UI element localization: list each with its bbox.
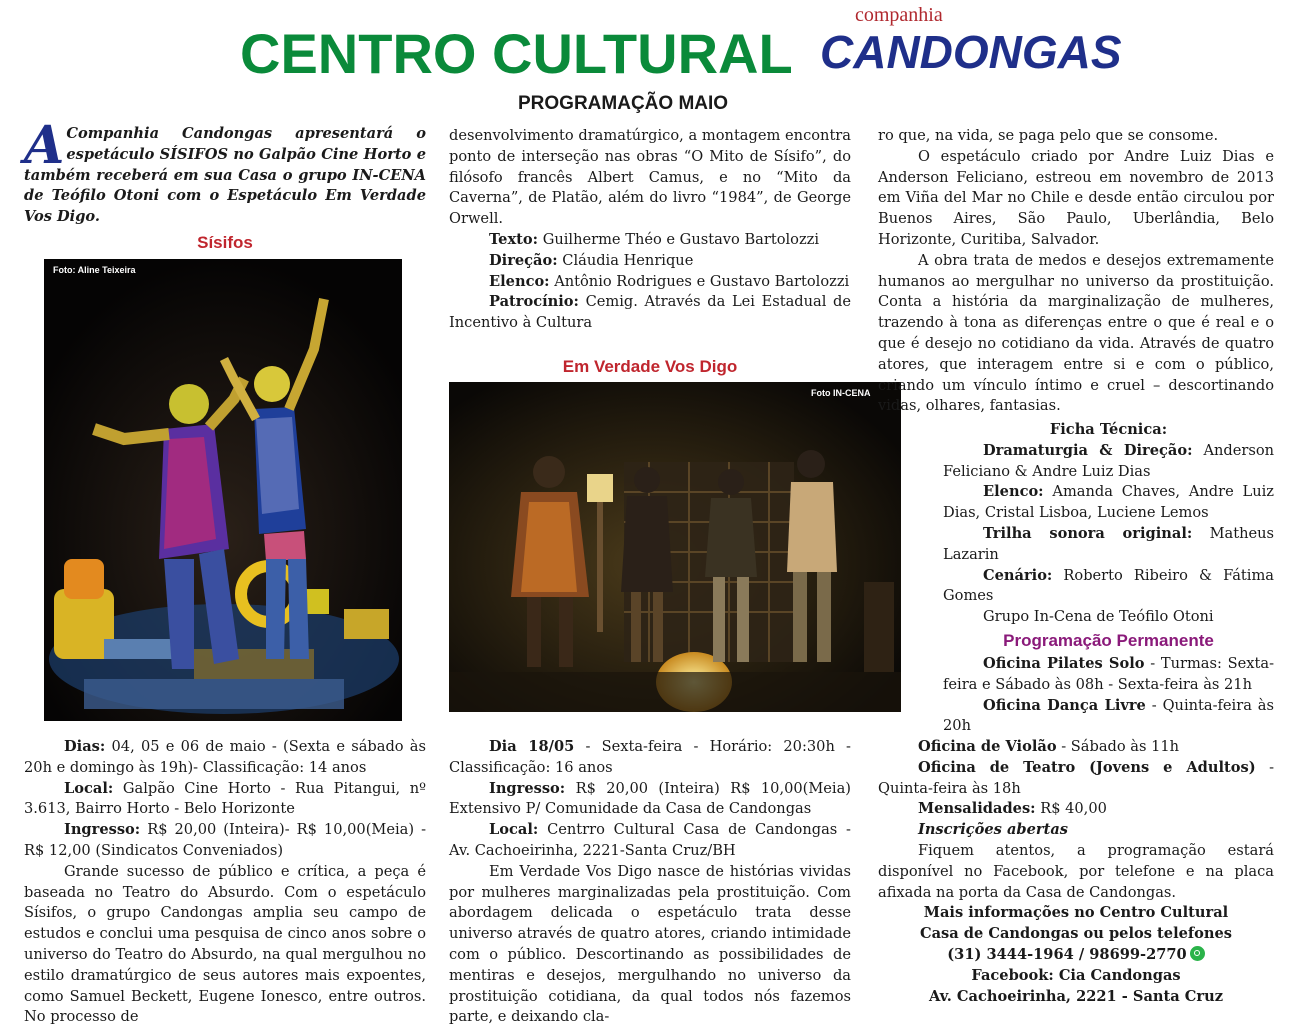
column-3-top bbox=[878, 126, 1274, 417]
logo-companhia-label: companhia bbox=[855, 4, 943, 26]
dramaturgia-text: Anderson Feliciano & Andre Luiz Dias bbox=[943, 441, 1275, 480]
elenco-line bbox=[449, 272, 851, 293]
logo-wordmark: CANDONGAS bbox=[820, 26, 1122, 78]
lead-text: Companhia Candongas apresentará o espetáculo SÍSIFOS no Galpão Cine Horto e também receberá em sua Casa o grupo IN-CENA de Teófilo Otoni com o Espetáculo Em Verdade Vos Digo. bbox=[24, 125, 426, 226]
trilha-label: Trilha sonora original: bbox=[983, 524, 1193, 542]
phones-line bbox=[878, 945, 1274, 966]
mensalidades-label: Mensalidades: bbox=[918, 800, 1036, 818]
inscricoes-line bbox=[878, 820, 1274, 841]
sisifos-photo-illustration bbox=[44, 259, 402, 721]
direcao-label: Direção: bbox=[489, 251, 558, 269]
pilates-line bbox=[943, 654, 1274, 696]
photo-credit-sisifos: Foto: Aline Teixeira bbox=[53, 265, 136, 275]
elenco-label: Elenco: bbox=[489, 272, 550, 290]
ingresso-line bbox=[449, 779, 851, 821]
dias-text: 04, 05 e 06 de maio - (Sexta e sábado às 20h e domingo às 19h)- Classificação: 14 anos bbox=[24, 738, 426, 776]
patrocinio-label: Patrocínio: bbox=[489, 293, 579, 311]
teatro-label: Oficina de Teatro (Jovens e Adultos) bbox=[918, 758, 1256, 776]
oficinas-bottom bbox=[878, 737, 1274, 1007]
paragraph-3: A obra trata de medos e desejos extremamente humanos ao mergulhar no universo da prostituição. Conta a história da marginalização de mulheres, trazendo à tona as diferenças entre o que é real e o que é desejo no cotidiano da vida. Através de quatro atores, que interagem entre si e com o público, criando um vínculo íntimo e cruel – descortinando vidas, olhares, fantasias. bbox=[878, 251, 1274, 415]
section-title-sisifos: Sísifos bbox=[197, 233, 253, 252]
paragraph-1: ro que, na vida, se paga pelo que se consome. bbox=[878, 127, 1219, 144]
local-text: Centrro Cultural Casa de Candongas - Av. Cachoeirinha, 2221-Santa Cruz/BH bbox=[449, 821, 851, 859]
phones-text: (31) 3444-1964 / 98699-2770 bbox=[947, 945, 1187, 963]
local-text: Galpão Cine Horto - Rua Pitangui, nº 3.613, Bairro Horto - Belo Horizonte bbox=[24, 779, 427, 818]
ingresso-text: R$ 20,00 (Inteira) R$ 10,00(Meia) Extensivo P/ Comunidade da Casa de Candongas bbox=[449, 779, 851, 818]
body-paragraph: desenvolvimento dramatúrgico, a montagem encontra ponto de interseção nas obras “O Mito de Sísifo”, do filósofo francês Albert Camus, e no “Mito da Caverna”, de Platão, além do livro “1984”, de George Orwell. bbox=[449, 127, 851, 228]
inscricoes-text: Inscrições abertas bbox=[918, 821, 1069, 839]
sisifos-photo bbox=[44, 259, 402, 721]
mensalidades-text: R$ 40,00 bbox=[1040, 800, 1107, 818]
section-title-em-verdade: Em Verdade Vos Digo bbox=[562, 357, 738, 376]
ingresso-label: Ingresso: bbox=[489, 779, 566, 797]
dias-line bbox=[24, 737, 426, 779]
body-paragraph: Em Verdade Vos Digo nasce de histórias vividas por mulheres marginalizadas pela prostituição. Com abordagem delicada o espetáculo trata desse universo através de quatro atores, criando intimidade com o público. Descortinando as possibilidades de mentiras e desejos, mergulhando no universo da prostituição cotidiana, da qual todos nós fazemos parte, e deixando cla- bbox=[449, 862, 851, 1026]
pilates-text: - Turmas: Sexta-feira e Sábado às 08h - Sexta-feira às 21h bbox=[943, 655, 1275, 693]
page-title: CENTRO CULTURAL bbox=[240, 22, 793, 85]
info-line-2-text: Casa de Candongas ou pelos telefones bbox=[919, 925, 1233, 943]
ficha-title-text: Ficha Técnica: bbox=[1049, 421, 1168, 438]
direcao-line bbox=[449, 251, 851, 272]
local-label: Local: bbox=[64, 779, 114, 797]
column-1-details bbox=[24, 737, 426, 1028]
section-title-programacao-permanente: Programação Permanente bbox=[1003, 631, 1214, 650]
em-verdade-photo bbox=[449, 382, 901, 712]
elenco-label: Elenco: bbox=[983, 483, 1044, 501]
danca-text: - Quinta-feira às 20h bbox=[943, 696, 1274, 735]
patrocinio-line bbox=[449, 292, 851, 334]
texto-text: Guilherme Théo e Gustavo Bartolozzi bbox=[542, 230, 820, 248]
dia-text: - Sexta-feira - Horário: 20:30h - Classificação: 16 anos bbox=[449, 738, 851, 776]
photo-credit-em-verdade: Foto IN-CENA bbox=[811, 388, 871, 398]
em-verdade-photo-illustration bbox=[449, 382, 901, 712]
teatro-text: - Quinta-feira às 18h bbox=[878, 758, 1275, 797]
lead-paragraph bbox=[24, 115, 426, 228]
info-line-1-text: Mais informações no Centro Cultural bbox=[923, 904, 1229, 922]
page-subtitle: PROGRAMAÇÃO MAIO bbox=[518, 93, 729, 114]
direcao-text: Cláudia Henrique bbox=[562, 251, 694, 269]
column-2 bbox=[449, 126, 851, 334]
grupo-line: Grupo In-Cena de Teófilo Otoni bbox=[983, 608, 1214, 626]
paragraph-2: O espetáculo criado por Andre Luiz Dias e Anderson Feliciano, estreou em novembro de 2013 em Viña del Mar no Chile e desde então circulou por Buenos Aires, São Paulo, Uberlândia, Belo Horizonte, Curitiba, Salvador. bbox=[878, 147, 1274, 248]
violao-label: Oficina de Violão bbox=[918, 738, 1057, 755]
column-1 bbox=[24, 115, 426, 228]
dramaturgia-line bbox=[943, 441, 1274, 483]
ingresso-line bbox=[24, 820, 426, 862]
dia-label: Dia 18/05 bbox=[489, 738, 575, 755]
patrocinio-text: Cemig. Através da Lei Estadual de Incentivo à Cultura bbox=[449, 293, 852, 332]
violao-line bbox=[878, 737, 1274, 758]
ingresso-label: Ingresso: bbox=[64, 821, 141, 839]
dramaturgia-label: Dramaturgia & Direção: bbox=[983, 441, 1193, 459]
elenco-line bbox=[943, 482, 1274, 524]
whatsapp-icon bbox=[1190, 946, 1205, 961]
oficinas-top bbox=[943, 654, 1274, 737]
info-line-2 bbox=[878, 924, 1274, 945]
violao-text: - Sábado às 11h bbox=[1061, 738, 1180, 755]
ingresso-text: R$ 20,00 (Inteira)- R$ 10,00(Meia) - R$ 12,00 (Sindicatos Conveniados) bbox=[24, 821, 426, 859]
elenco-text: Amanda Chaves, Andre Luiz Dias, Cristal Lisboa, Luciene Lemos bbox=[943, 483, 1274, 522]
body-paragraph: Grande sucesso de público e crítica, a peça é baseada no Teatro do Absurdo. Com o espetáculo Sísifos, o grupo Candongas amplia seu campo de estudos e conclui uma pesquisa de cinco anos sobre o universo do Teatro do Absurdo, na qual mergulhou no estilo dramatúrgico de seus autores mais expoentes, como Samuel Beckett, Eugene Ionesco, entre outros. No processo de bbox=[24, 862, 426, 1026]
trilha-text: Matheus Lazarin bbox=[943, 524, 1274, 563]
danca-label: Oficina Dança Livre bbox=[983, 696, 1146, 714]
fiquem-paragraph: Fiquem atentos, a programação estará disponível no Facebook, por telefone e na placa afixada na porta da Casa de Candongas. bbox=[878, 841, 1274, 901]
mensalidades-line bbox=[878, 799, 1274, 820]
column-2-details bbox=[449, 737, 851, 1028]
dias-label: Dias: bbox=[64, 738, 106, 755]
cenario-text: Roberto Ribeiro & Fátima Gomes bbox=[943, 566, 1275, 605]
trilha-line bbox=[943, 524, 1274, 566]
candongas-logo bbox=[820, 24, 1122, 80]
info-line-1 bbox=[878, 903, 1274, 924]
local-line bbox=[449, 820, 851, 862]
dia-line bbox=[449, 737, 851, 779]
cenario-label: Cenário: bbox=[983, 566, 1053, 584]
address-text: Av. Cachoeirinha, 2221 - Santa Cruz bbox=[928, 987, 1224, 1005]
danca-line bbox=[943, 696, 1274, 738]
ficha-tecnica bbox=[943, 420, 1274, 628]
facebook-line bbox=[878, 966, 1274, 987]
elenco-text: Antônio Rodrigues e Gustavo Bartolozzi bbox=[554, 272, 850, 290]
pilates-label: Oficina Pilates Solo bbox=[983, 655, 1145, 672]
drop-cap: A bbox=[24, 115, 65, 176]
facebook-text: Facebook: Cia Candongas bbox=[971, 966, 1181, 984]
ficha-title bbox=[943, 420, 1274, 441]
local-label: Local: bbox=[489, 821, 539, 839]
texto-line bbox=[449, 230, 851, 251]
texto-label: Texto: bbox=[489, 230, 539, 248]
teatro-line bbox=[878, 758, 1274, 800]
cenario-line bbox=[943, 566, 1274, 608]
local-line bbox=[24, 779, 426, 821]
address-line bbox=[878, 987, 1274, 1008]
